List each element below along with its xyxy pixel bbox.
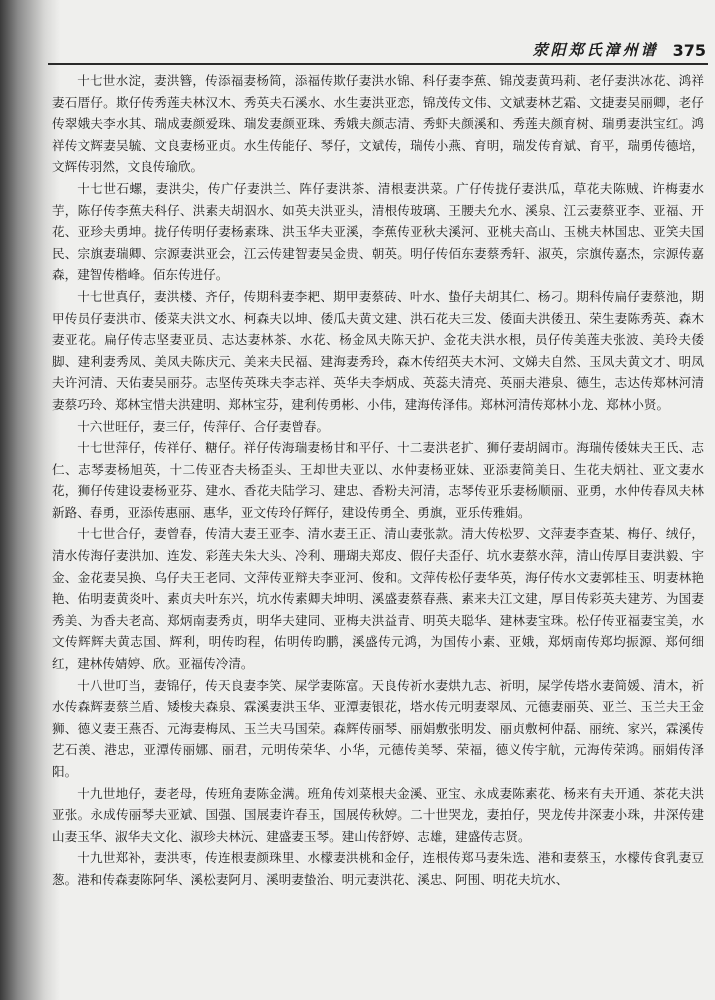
genealogy-text <box>52 70 704 995</box>
paragraph-7: 十八世叮当，妻锦仔，传天良妻李笑、屎学妻陈富。天良传祈水妻烘九志、祈明，屎学传塔水妻简媛、清木，祈水传森辉妻蔡兰盾、矮梭夫森泉、霖溪妻洪玉华、亚潭妻银花，塔水传元明妻翠凤、元德妻丽英、亚兰、玉兰夫王金狮、德义妻王燕否、元海妻梅凤、玉兰夫马国荣。森辉传丽琴、丽娟敷张明发、丽贞敷柯仲磊、丽统、家兴，霖溪传艺石羡、港忠，亚潭传丽娜、丽君，元明传荣华、小华，元德传美琴、荣福，德义传宇航，元海传荣鸿。丽娟传泽阳。 <box>52 677 704 779</box>
paragraph-2: 十七世石螺，妻洪尖，传广仔妻洪兰、阵仔妻洪茶、清根妻洪菜。广仔传拢仔妻洪瓜，草花夫陈贼、许梅妻水芋，陈仔传李蕉夫科仔、洪素夫胡泅水、如英夫洪亚头，清根传玻璃、王腰夫允水、溪泉、江云妻蔡亚李、亚福、开花、亚珍夫勇坤。拢仔传明仔妻杨素珠、洪玉华夫亚溪，李蕉传亚秋夫溪河、亚桃夫高山、玉桃夫林国忠、亚笑夫国民、宗旗妻瑞卿、宗源妻洪亚会，江云传建智妻吴金贵、朝英。明仔传佰东妻蔡秀轩、淑英，宗旗传嘉杰，宗源传嘉森，建智传楷峰。佰东传进仔。 <box>52 180 704 283</box>
paragraph-5: 十七世萍仔，传祥仔、糖仔。祥仔传海瑞妻杨甘和平仔、十二妻洪老扩、狮仔妻胡阔市。海瑞传倭妹夫王氏、志仁、志琴妻杨旭英，十二传亚杏夫杨歪头、王却世夫亚以、水仲妻杨亚妹、亚添妻简美日、生花夫炳社、亚文妻水花，狮仔传建设妻杨亚芬、建水、香花夫陆学习、建忠、香粉夫河清，志琴传亚乐妻杨顺丽、亚勇，水仲传春凤夫林新路、春勇，亚添传惠丽、惠华，亚文传玲仔辉仔，建设传勇全、勇旗，亚乐传雅娟。 <box>52 440 704 520</box>
paragraph-9: 十九世郑补，妻洪枣，传连根妻颜珠里、水檬妻洪桃和金仔，连根传郑马妻朱选、港和妻蔡玉，水檬传食乳妻豆葱。港和传森妻陈阿华、溪松妻阿月、溪明妻蛰治、明元妻洪花、溪忠、阿围、明花夫坑水、 <box>52 850 704 887</box>
paragraph-4: 十六世旺仔，妻三仔，传萍仔、合仔妻曾春。 <box>77 418 330 434</box>
paragraph-6: 十七世合仔，妻曾春，传清大妻王亚李、清水妻王正、清山妻张款。清大传松罗、文萍妻李查某、梅仔、绒仔，清水传海仔妻洪加、连发、彩莲夫朱大头、冷利、珊瑚夫郑皮、假仔夫歪仔、坑水妻蔡水萍，清山传厚目妻洪毅、宇金、金花妻吴换、乌仔夫王老同、文萍传亚辩夫李亚河、俊和。文萍传松仔妻华英，海仔传水文妻郭桂玉、明妻林艳艳、佑明妻黄炎叶、素贞夫叶东兴，坑水传素卿夫坤明、溪盛妻蔡春燕、素来夫江文建，厚目传彩英夫建芳、为国妻秀美、为香夫老高、郑炳南妻秀贞，明华夫建同、亚梅夫洪益青、明英夫聪华、建林妻宝珠。松仔传亚福妻宝美，水文传辉辉夫黄志国、辉利，明传昀程，佑明传昀鹏，溪盛传元鸿，为国传小素、亚娥，郑炳南传郑均振源、郑何细红，建林传婧婷、欣。亚福传冷清。 <box>52 526 704 672</box>
page-number: 375 <box>672 41 706 60</box>
paragraph-1: 十七世水淀，妻洪簪，传添福妻杨简，添福传欺仔妻洪水锦、科仔妻李蕉、锦茂妻黄玛莉、老仔妻洪冰花、鸿祥妻石厝仔。欺仔传秀莲夫林汉木、秀英夫石溪水、水生妻洪亚恋，锦茂传文伟、文斌妻林艺霜、文捷妻吴丽卿，老仔传翠娥夫李水其、瑞成妻颜爱珠、瑞发妻颜亚珠、秀娥夫颜志清、秀虾夫颜溪和、秀莲夫颜育树、瑞勇妻洪宝红。鸿祥传文辉妻吴毓、文良妻杨亚贞。水生传能仔、琴仔，文斌传，瑞传小燕、育明，瑞发传育斌、育平，瑞勇传德培，文辉传羽然，文良传瑜欣。 <box>52 73 704 175</box>
document-page <box>38 0 710 1000</box>
paragraph-3: 十七世真仔，妻洪楼、齐仔，传期科妻李耙、期甲妻蔡砖、叶水、蛰仔夫胡其仁、杨刁。期科传扁仔妻蔡池，期甲传员仔妻洪市、倭菜夫洪文水、柯森夫以坤、倭瓜夫黄文建、洪石花夫三发、倭面夫洪倭丑、荣生妻陈秀英、森木妻亚花。扁仔传志坚妻亚员、志达妻林茶、水花、杨金凤夫陈天护、金花夫洪水根，员仔传美莲夫张波、美玲夫倭脚、建利妻秀凤、美凤夫陈庆元、美来夫民福、建海妻秀玲，森木传绍英夫木河、文娣夫自然、玉凤夫黄文才、明凤夫许河清、天佑妻吴丽芬。志坚传英珠夫李志祥、英华夫李炳成、英蕊夫清亮、英丽夫港泉、德生，志达传郑林河清妻蔡巧玲、郑林宝惜夫洪建明、郑林宝芬，建利传勇彬、小伟，建海传泽伟。郑林河清传郑林小龙、郑林小贤。 <box>52 288 704 412</box>
book-title: 荥阳郑氏漳州谱 <box>532 41 659 59</box>
running-header <box>428 38 706 60</box>
paragraph-8: 十九世地仔，妻老母，传班角妻陈金满。班角传刘菜根夫金溪、亚宝、永成妻陈素花、杨来有夫开通、茶花夫洪亚张。永成传丽琴夫亚斌、国强、国展妻许春玉，国展传秋婷。二十世哭龙，妻拍仔，哭龙传井深妻小珠，井深传建山妻玉华、淑华夫文化、淑珍夫林沅、建盛妻玉琴。建山传舒婷、志雄，建盛传志贤。 <box>52 785 704 844</box>
header-rule <box>48 63 708 65</box>
